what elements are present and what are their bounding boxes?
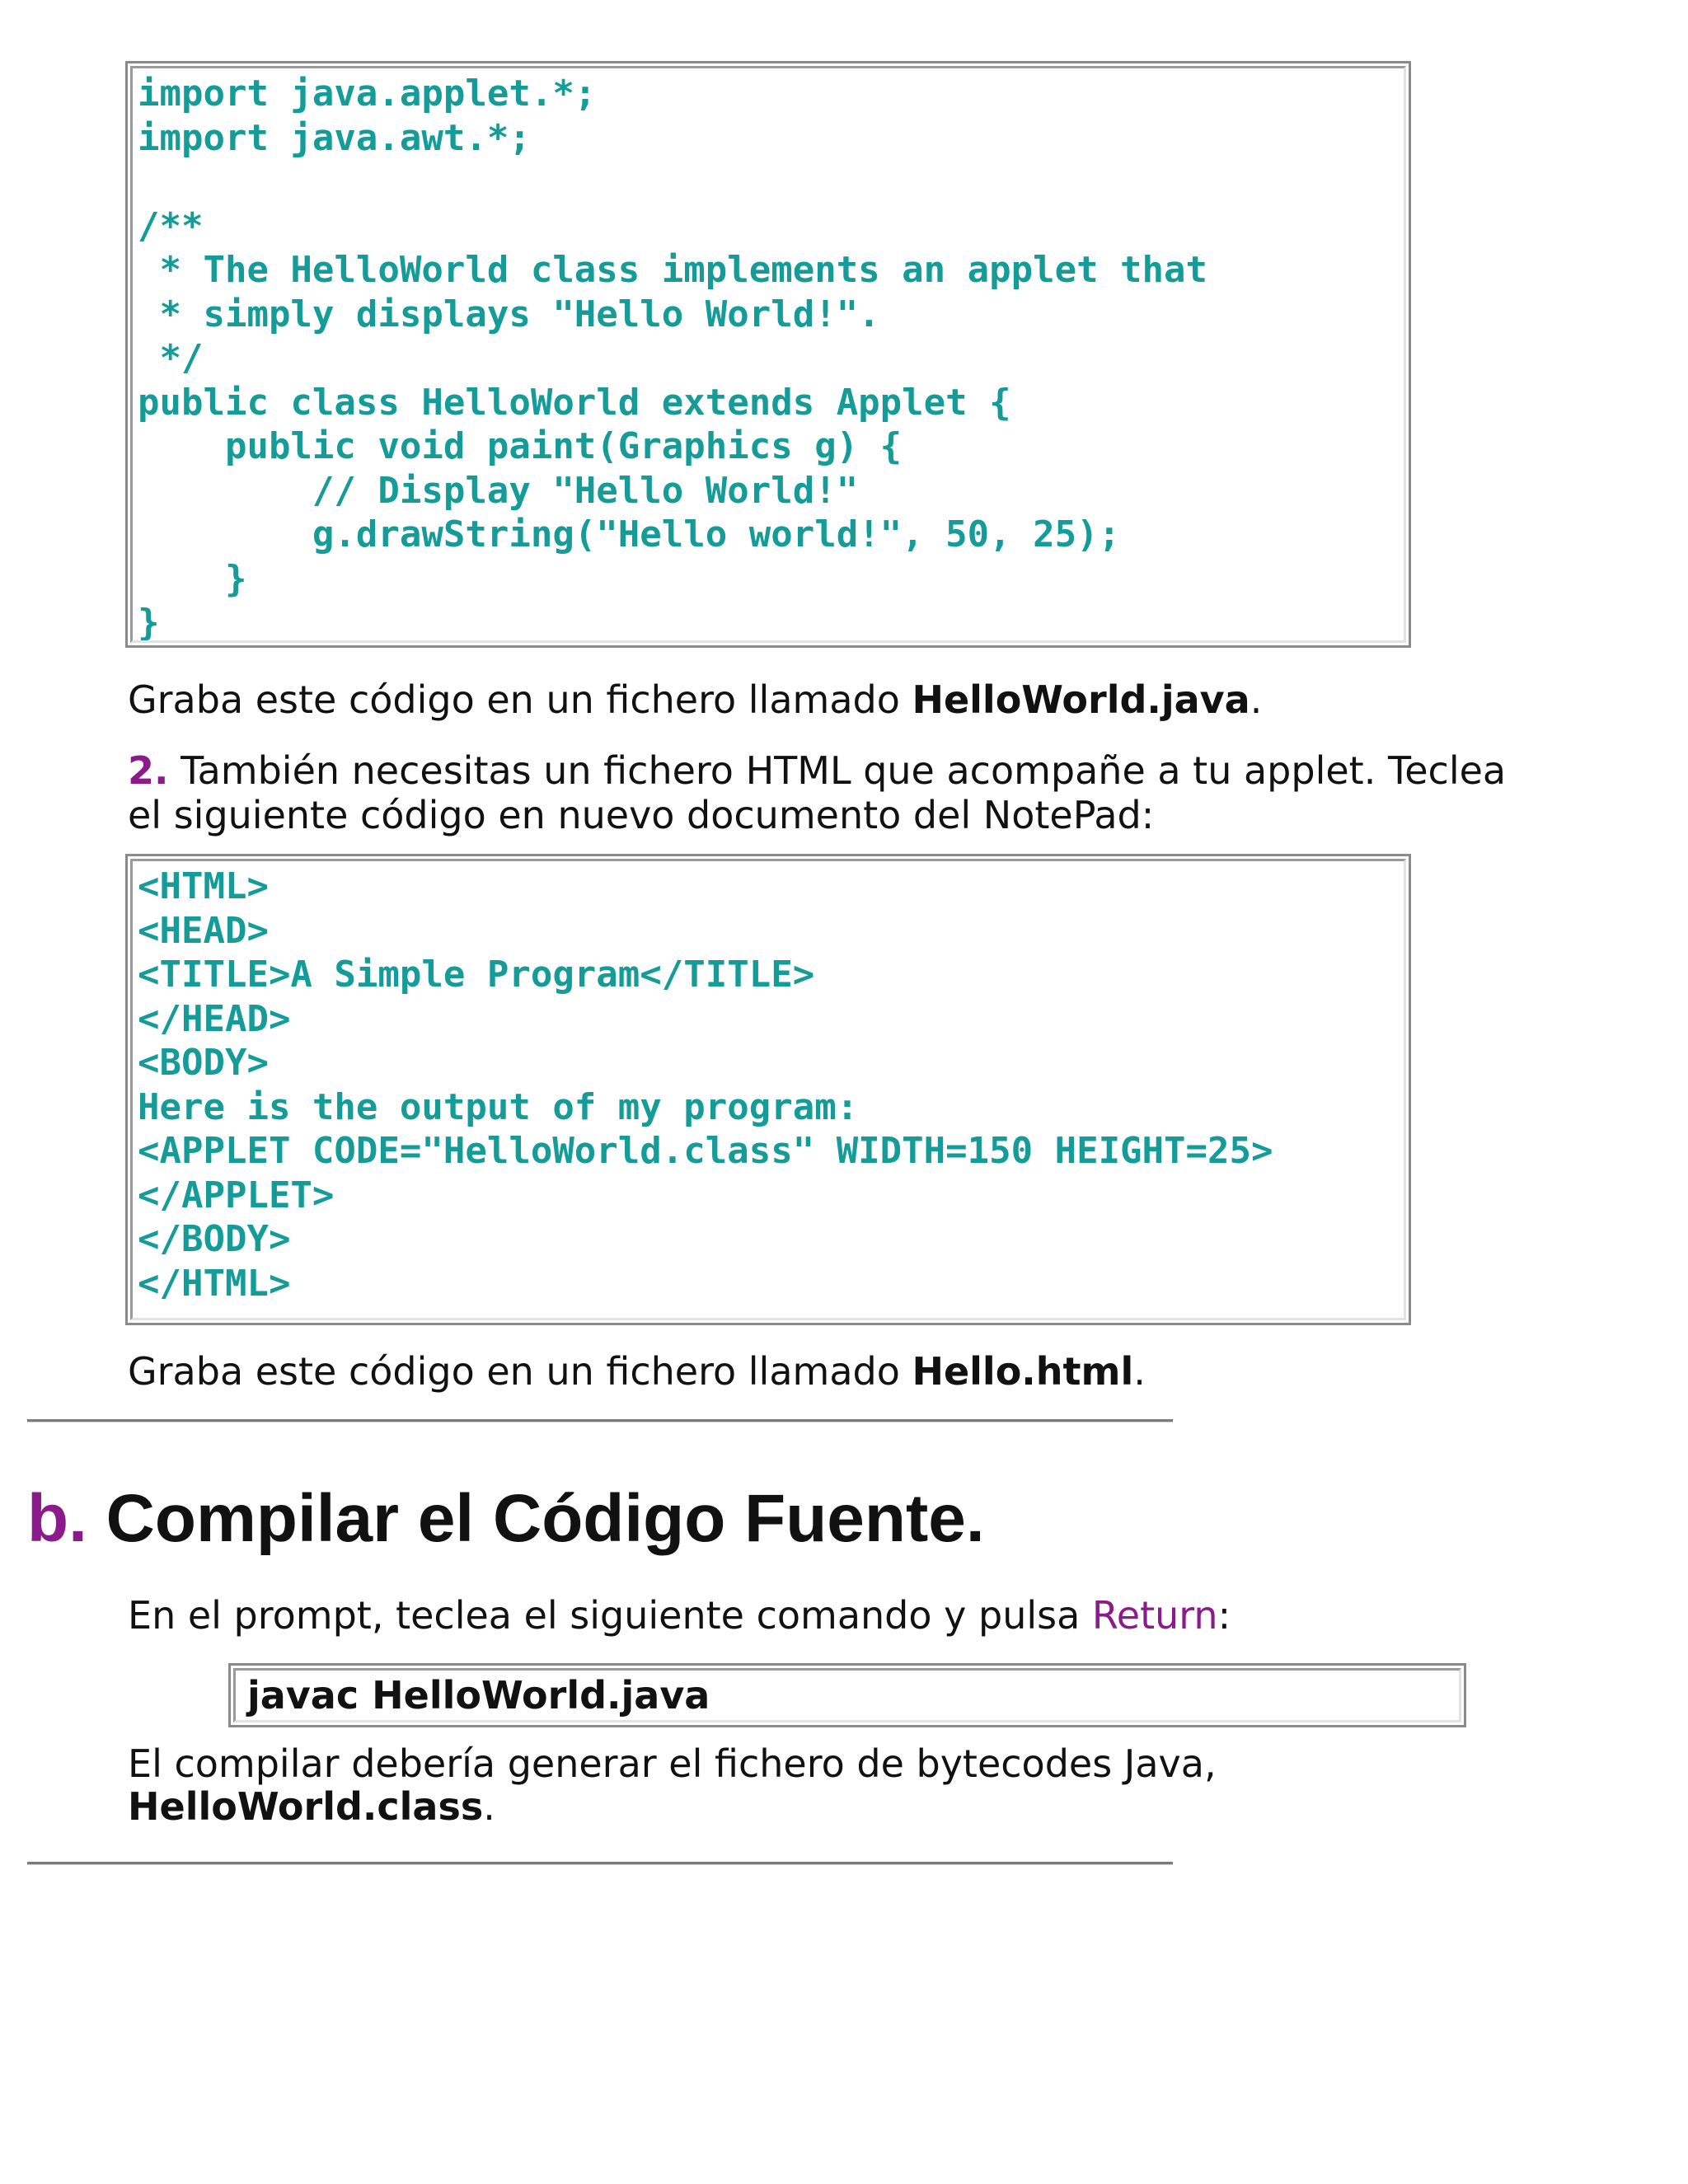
code-line: <BODY>	[138, 1042, 269, 1084]
code-line: import java.applet.*;	[138, 73, 597, 115]
save-html-text: Graba este código en un fichero llamado	[128, 1349, 912, 1394]
code-line: public void paint(Graphics g) {	[138, 425, 903, 467]
java-code-block	[130, 66, 1406, 643]
code-line: import java.awt.*;	[138, 116, 531, 159]
code-line: <TITLE>A Simple Program</TITLE>	[138, 954, 815, 996]
code-line: // Display "Hello World!"	[138, 469, 859, 512]
html-code-block	[130, 859, 1406, 1320]
step-2-paragraph	[128, 748, 1506, 793]
code-line: </HTML>	[138, 1262, 291, 1305]
code-line: * The HelloWorld class implements an applet that	[138, 249, 1208, 291]
code-line: /**	[138, 204, 204, 247]
command-text: javac HelloWorld.java	[233, 1668, 1461, 1722]
section-letter: b.	[27, 1481, 87, 1556]
save-java-text: Graba este código en un fichero llamado	[128, 677, 912, 722]
code-line: g.drawString("Hello world!", 50, 25);	[138, 513, 1121, 555]
code-line: Here is the output of my program:	[138, 1085, 859, 1128]
section-heading	[27, 1479, 985, 1558]
horizontal-rule	[27, 1862, 1173, 1865]
class-filename: HelloWorld.class	[128, 1784, 484, 1829]
java-filename: HelloWorld.java	[912, 677, 1250, 722]
code-line: <APPLET CODE="HelloWorld.class" WIDTH=150 HEIGHT=25>	[138, 1130, 1273, 1172]
prompt-text: En el prompt, teclea el siguiente comando y pulsa	[128, 1593, 1092, 1638]
command-box	[228, 1663, 1466, 1727]
code-line: */	[138, 337, 204, 379]
compiler-result-paragraph	[128, 1741, 1217, 1786]
save-java-end: .	[1250, 677, 1263, 722]
code-line: </HEAD>	[138, 997, 291, 1040]
compiler-result-paragraph-line-2	[128, 1784, 495, 1829]
step-number: 2.	[128, 748, 169, 793]
code-line: </APPLET>	[138, 1174, 335, 1216]
code-line: <HTML>	[138, 865, 269, 907]
html-filename: Hello.html	[912, 1349, 1134, 1394]
step-2-paragraph-line-2	[128, 793, 1154, 837]
step-2-line-1: También necesitas un fichero HTML que acompañe a tu applet. Teclea	[168, 748, 1507, 793]
code-line: </BODY>	[138, 1218, 291, 1260]
code-line: * simply displays "Hello World!".	[138, 293, 880, 335]
save-html-paragraph	[128, 1349, 1146, 1394]
horizontal-rule	[27, 1419, 1173, 1422]
code-line: <HEAD>	[138, 909, 269, 952]
java-code-box	[125, 61, 1411, 648]
code-line: }	[138, 602, 160, 643]
html-code-box	[125, 854, 1411, 1325]
compiler-result-line-1: El compilar debería generar el fichero de bytecodes Java,	[128, 1741, 1217, 1786]
prompt-end: :	[1217, 1593, 1231, 1638]
save-java-paragraph	[128, 677, 1262, 722]
step-2-line-2: el siguiente código en nuevo documento del NotePad:	[128, 793, 1155, 837]
code-line	[138, 160, 1404, 204]
return-key-label: Return	[1091, 1593, 1218, 1638]
compiler-result-end: .	[483, 1784, 495, 1829]
code-line: }	[138, 557, 247, 600]
code-line: public class HelloWorld extends Applet {	[138, 381, 1011, 424]
section-title: Compilar el Código Fuente.	[87, 1481, 985, 1556]
prompt-instruction-paragraph	[128, 1593, 1231, 1638]
save-html-end: .	[1133, 1349, 1146, 1394]
